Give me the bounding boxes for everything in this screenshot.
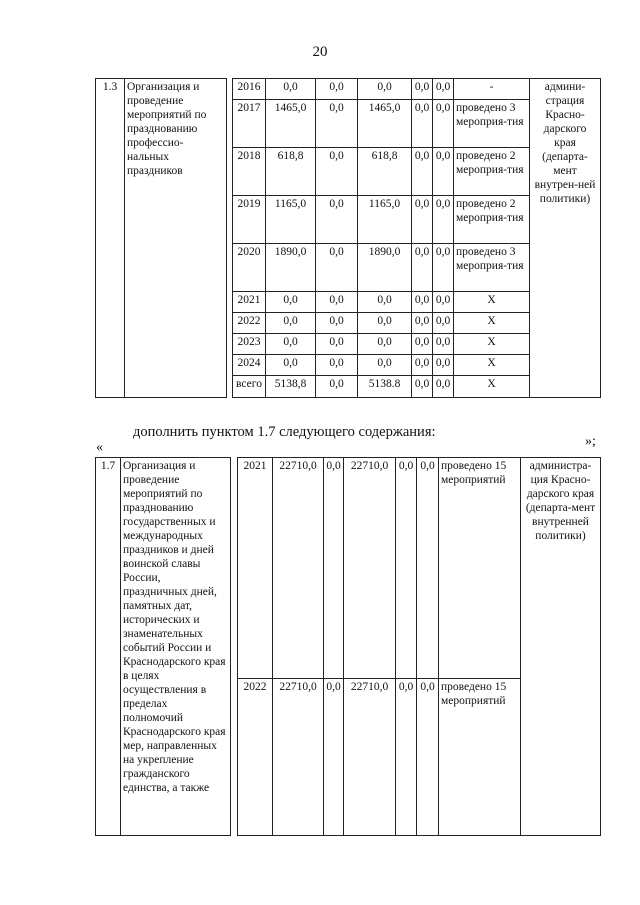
result-cell: проведено 3 мероприя-тия [454,100,530,148]
year-cell: 2022 [238,679,273,836]
result-cell: X [454,334,530,355]
federal-amount-cell: 0,0 [316,292,358,313]
regional-amount-cell: 22710,0 [344,458,396,679]
item-number: 1.7 [96,458,121,836]
federal-amount-cell: 0,0 [316,244,358,292]
extrabudget-amount-cell: 0,0 [433,292,454,313]
page-number: 20 [312,44,328,60]
local-amount-cell: 0,0 [412,79,433,100]
extrabudget-amount-cell: 0,0 [433,196,454,244]
responsible-body: администра-ция Красно-дарского края (департа-мент внутренней политики) [521,458,601,836]
extrabudget-amount-cell: 0,0 [433,244,454,292]
result-cell: проведено 15 мероприятий [439,679,521,836]
year-cell: 2020 [233,244,266,292]
federal-amount-cell: 0,0 [316,313,358,334]
federal-amount-cell: 0,0 [316,79,358,100]
item-number: 1.3 [96,79,125,398]
result-cell: X [454,355,530,376]
year-cell: 2024 [233,355,266,376]
spacer-cell [231,458,238,836]
year-cell: 2023 [233,334,266,355]
opening-quote: « [96,440,103,455]
table-row [96,79,601,100]
program-table-item-1-3 [95,78,601,398]
program-table-item-1-7 [95,457,601,836]
local-amount-cell: 0,0 [396,458,417,679]
local-amount-cell: 0,0 [412,196,433,244]
total-amount-cell: 0,0 [266,292,316,313]
federal-amount-cell: 0,0 [316,148,358,196]
extrabudget-amount-cell: 0,0 [417,679,439,836]
total-amount-cell: 1165,0 [266,196,316,244]
local-amount-cell: 0,0 [412,244,433,292]
extrabudget-amount-cell: 0,0 [417,458,439,679]
result-cell: - [454,79,530,100]
regional-amount-cell: 22710,0 [344,679,396,836]
result-cell: проведено 2 мероприя-тия [454,148,530,196]
local-amount-cell: 0,0 [412,313,433,334]
table-row [96,458,601,679]
federal-amount-cell: 0,0 [324,458,344,679]
local-amount-cell: 0,0 [412,376,433,398]
regional-amount-cell: 0,0 [358,292,412,313]
federal-amount-cell: 0,0 [316,196,358,244]
federal-amount-cell: 0,0 [316,334,358,355]
extrabudget-amount-cell: 0,0 [433,148,454,196]
extrabudget-amount-cell: 0,0 [433,376,454,398]
extrabudget-amount-cell: 0,0 [433,334,454,355]
regional-amount-cell: 1465,0 [358,100,412,148]
regional-amount-cell: 0,0 [358,79,412,100]
regional-amount-cell: 0,0 [358,355,412,376]
local-amount-cell: 0,0 [412,148,433,196]
regional-amount-cell: 0,0 [358,313,412,334]
local-amount-cell: 0,0 [412,292,433,313]
extrabudget-amount-cell: 0,0 [433,100,454,148]
result-cell: проведено 3 мероприя-тия [454,244,530,292]
total-amount-cell: 1465,0 [266,100,316,148]
regional-amount-cell: 5138.8 [358,376,412,398]
item-description: Организация и проведение мероприятий по празднованию профессио-нальных праздников [125,79,227,398]
extrabudget-amount-cell: 0,0 [433,355,454,376]
regional-amount-cell: 618,8 [358,148,412,196]
local-amount-cell: 0,0 [396,679,417,836]
year-cell: 2022 [233,313,266,334]
responsible-body: админи-страция Красно-дарского края (департа-мент внутрен-ней политики) [530,79,601,398]
result-cell: проведено 15 мероприятий [439,458,521,679]
year-cell: 2017 [233,100,266,148]
local-amount-cell: 0,0 [412,334,433,355]
extrabudget-amount-cell: 0,0 [433,313,454,334]
local-amount-cell: 0,0 [412,355,433,376]
year-cell: 2021 [233,292,266,313]
total-amount-cell: 0,0 [266,79,316,100]
federal-amount-cell: 0,0 [316,376,358,398]
year-cell: 2018 [233,148,266,196]
total-amount-cell: 618,8 [266,148,316,196]
total-amount-cell: 1890,0 [266,244,316,292]
regional-amount-cell: 0,0 [358,334,412,355]
total-amount-cell: 22710,0 [273,679,324,836]
result-cell: проведено 2 мероприя-тия [454,196,530,244]
year-cell: 2019 [233,196,266,244]
year-cell: всего [233,376,266,398]
total-amount-cell: 0,0 [266,313,316,334]
year-cell: 2016 [233,79,266,100]
federal-amount-cell: 0,0 [324,679,344,836]
extrabudget-amount-cell: 0,0 [433,79,454,100]
result-cell: X [454,292,530,313]
total-amount-cell: 5138,8 [266,376,316,398]
year-cell: 2021 [238,458,273,679]
regional-amount-cell: 1890,0 [358,244,412,292]
amendment-text: дополнить пунктом 1.7 следующего содержания: [133,424,436,440]
federal-amount-cell: 0,0 [316,100,358,148]
regional-amount-cell: 1165,0 [358,196,412,244]
total-amount-cell: 0,0 [266,355,316,376]
closing-quote: »; [585,434,596,449]
item-description: Организация и проведение мероприятий по празднованию государственных и международных праздников и дней воинской славы России, праздничных дней, памятных дат, исторических и знаменательных событий России и Краснодарского края в целях осуществления в пределах полномочий Краснодарского края мер, направленных на укрепление гражданского единства, а также [121,458,231,836]
result-cell: X [454,313,530,334]
local-amount-cell: 0,0 [412,100,433,148]
federal-amount-cell: 0,0 [316,355,358,376]
result-cell: X [454,376,530,398]
total-amount-cell: 0,0 [266,334,316,355]
total-amount-cell: 22710,0 [273,458,324,679]
